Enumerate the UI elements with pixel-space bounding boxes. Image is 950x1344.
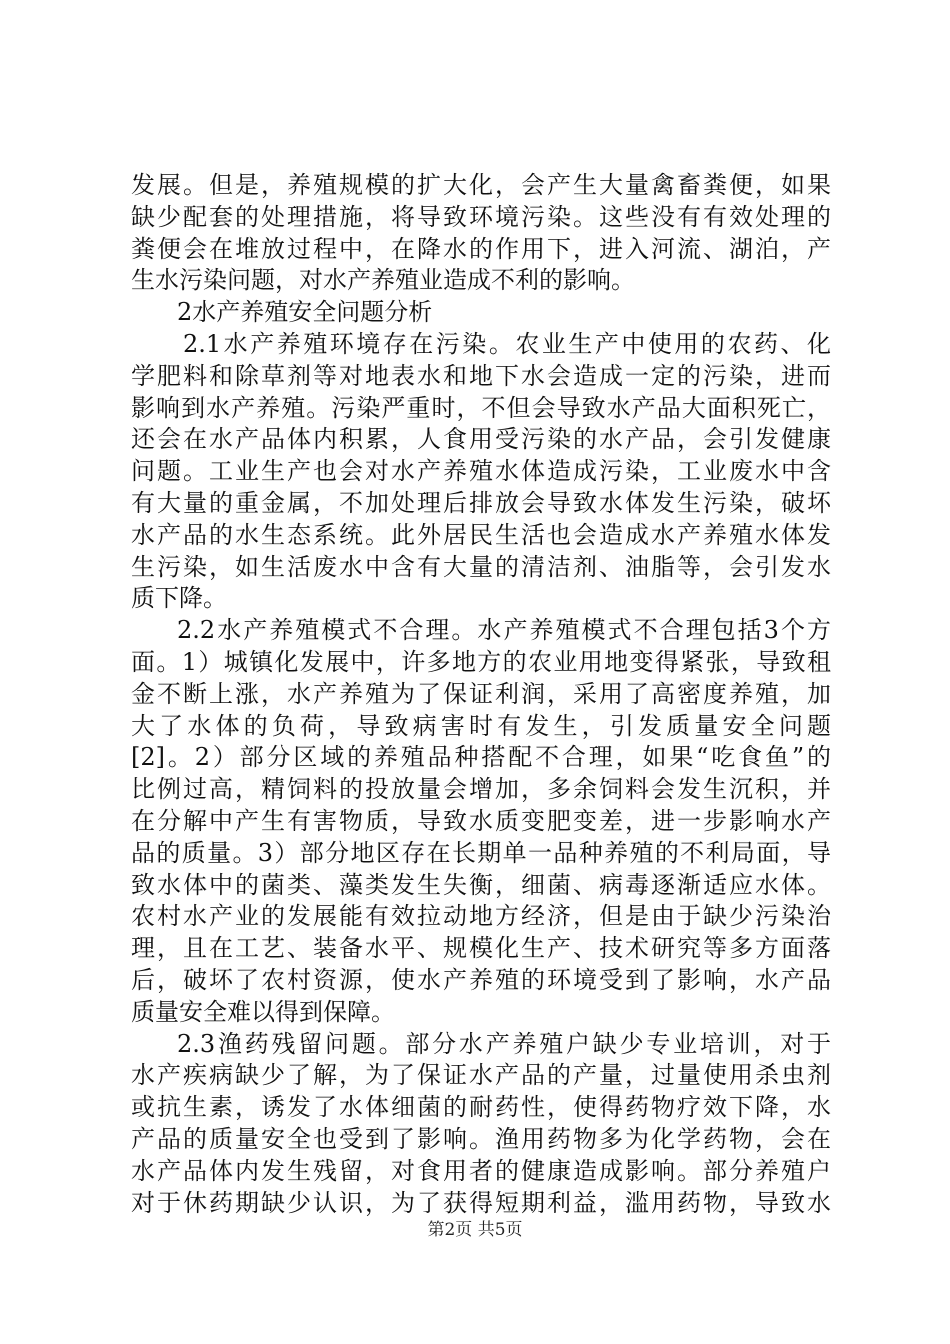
- page-footer: [0, 1215, 950, 1240]
- text-line: 有大量的重金属，不加处理后排放会导致水体发生污染，破坏: [131, 488, 831, 517]
- text-line: 学肥料和除草剂等对地表水和地下水会造成一定的污染，进而: [131, 361, 831, 390]
- page-number: 第2页 共5页: [427, 1220, 523, 1240]
- text-line: 质下降。: [131, 584, 227, 613]
- text-line: 致水体中的菌类、藻类发生失衡，细菌、病毒逐渐适应水体。: [131, 870, 831, 899]
- text-line: 2.1水产养殖环境存在污染。农业生产中使用的农药、化: [183, 329, 831, 358]
- text-line: 影响到水产养殖。污染严重时，不但会导致水产品大面积死亡，: [131, 393, 831, 422]
- text-line: 2.3渔药残留问题。部分水产养殖户缺少专业培训，对于: [177, 1029, 831, 1058]
- text-line: 大了水体的负荷，导致病害时有发生，引发质量安全问题: [131, 711, 831, 740]
- text-line: [2]。2）部分区域的养殖品种搭配不合理，如果“吃食鱼”的: [131, 743, 831, 772]
- text-line: 金不断上涨，水产养殖为了保证利润，采用了高密度养殖，加: [131, 679, 831, 708]
- paragraph-2-1: [131, 329, 831, 615]
- paragraph-2-3: [131, 1029, 831, 1220]
- text-line: 水产品的水生态系统。此外居民生活也会造成水产养殖水体发: [131, 520, 831, 549]
- text-line: 问题。工业生产也会对水产养殖水体造成污染，工业废水中含: [131, 457, 831, 486]
- text-line: 后，破坏了农村资源，使水产养殖的环境受到了影响，水产品: [131, 965, 831, 994]
- text-line: 面。1）城镇化发展中，许多地方的农业用地变得紧张，导致租: [131, 647, 831, 676]
- body-text: [131, 170, 831, 1219]
- text-line: 对于休药期缺少认识，为了获得短期利益，滥用药物，导致水: [131, 1188, 831, 1217]
- text-line: 理，且在工艺、装备水平、规模化生产、技术研究等多方面落: [131, 934, 831, 963]
- text-line: 产品的质量安全也受到了影响。渔用药物多为化学药物，会在: [131, 1124, 831, 1153]
- text-line: 粪便会在堆放过程中，在降水的作用下，进入河流、湖泊，产: [131, 234, 831, 263]
- text-line: 还会在水产品体内积累，人食用受污染的水产品，会引发健康: [131, 425, 831, 454]
- text-line: 水产疾病缺少了解，为了保证水产品的产量，过量使用杀虫剂: [131, 1061, 831, 1090]
- heading-line: 2水产养殖安全问题分析: [177, 298, 433, 327]
- text-line: 或抗生素，诱发了水体细菌的耐药性，使得药物疗效下降，水: [131, 1093, 831, 1122]
- text-line: 水产品体内发生残留，对食用者的健康造成影响。部分养殖户: [131, 1156, 831, 1185]
- text-line: 农村水产业的发展能有效拉动地方经济，但是由于缺少污染治: [131, 902, 831, 931]
- text-line: 发展。但是，养殖规模的扩大化，会产生大量禽畜粪便，如果: [131, 171, 831, 199]
- text-line: 比例过高，精饲料的投放量会增加，多余饲料会发生沉积，并: [131, 775, 831, 804]
- text-line: 2.2水产养殖模式不合理。水产养殖模式不合理包括3个方: [177, 616, 831, 645]
- text-line: 在分解中产生有害物质，导致水质变肥变差，进一步影响水产: [131, 806, 831, 835]
- text-line: 生污染，如生活废水中含有大量的清洁剂、油脂等，会引发水: [131, 552, 831, 581]
- text-line: 质量安全难以得到保障。: [131, 997, 395, 1026]
- text-line: 生水污染问题，对水产养殖业造成不利的影响。: [131, 266, 635, 295]
- section-heading: [131, 297, 831, 329]
- paragraph-2-2: [131, 615, 831, 1028]
- paragraph-pollution-intro: [131, 170, 831, 297]
- text-line: 缺少配套的处理措施，将导致环境污染。这些没有有效处理的: [131, 202, 831, 231]
- text-line: 品的质量。3）部分地区存在长期单一品种养殖的不利局面，导: [131, 838, 831, 867]
